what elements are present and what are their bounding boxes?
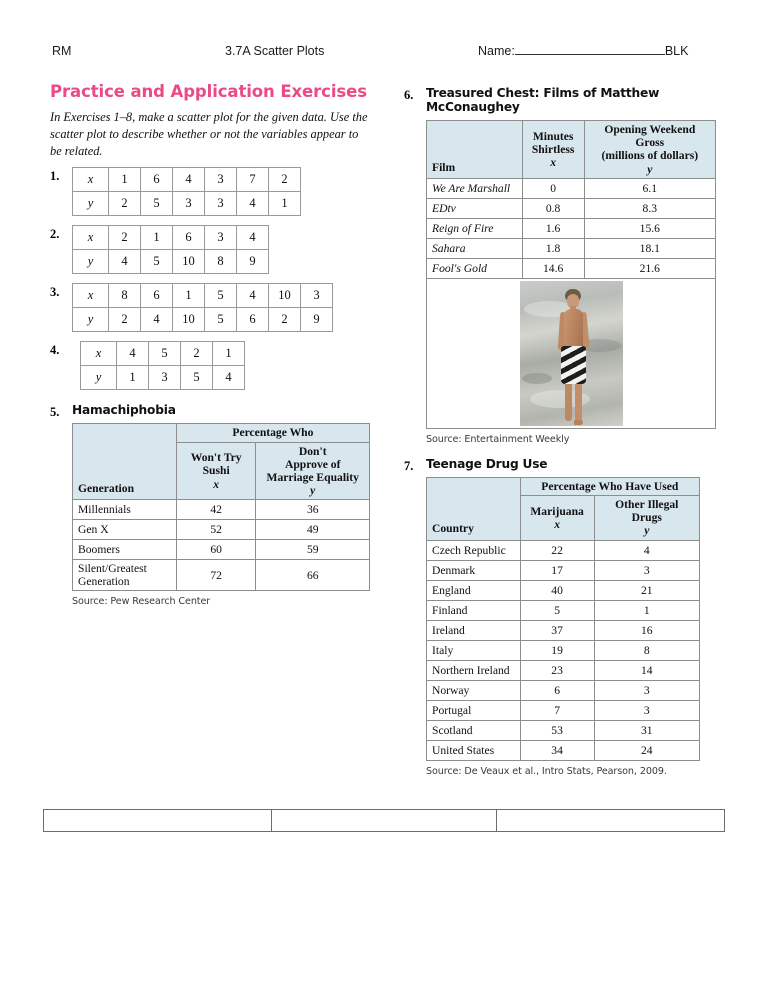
x-value: 42 [176,500,256,520]
x-value: 6 [520,680,594,700]
exercise-number: 5. [50,405,60,420]
header-variable-x: x [213,477,220,491]
torso [564,309,583,349]
table-row [427,540,700,560]
foot [574,420,583,425]
block-label: BLK [664,44,689,58]
country-name: Italy [427,640,521,660]
striped-swim-shorts [561,346,586,384]
x-value: 4 [237,284,269,308]
exercise-number: 3. [50,285,60,300]
right-leg [575,381,582,423]
table-row [81,366,245,390]
y-value: 3 [205,192,237,216]
y-value: 2 [269,308,301,332]
y-value: 4 [594,540,699,560]
table-row [73,308,333,332]
table-row [427,680,700,700]
header-variable-y: y [310,484,316,498]
y-value: 16 [594,620,699,640]
y-value: 1 [594,600,699,620]
country-name: Ireland [427,620,521,640]
y-value: 66 [256,560,370,591]
man-walking-on-beach-photo [520,281,623,426]
y-value: 14 [594,660,699,680]
y-label: y [73,250,109,274]
header-line-1: Don't [298,444,327,458]
y-value: 3 [594,680,699,700]
y-value: 21 [594,580,699,600]
table-header-row [73,424,370,442]
country-name: Scotland [427,720,521,740]
exercise-2-table [72,225,269,274]
table-header-row [427,121,716,179]
x-value: 1 [109,168,141,192]
y-label: y [73,192,109,216]
column-group-header: Percentage Who [176,424,369,442]
x-value: 4 [117,342,149,366]
exercise-6-title: Treasured Chest: Films of Matthew McConaughey [426,86,660,114]
table-row [427,660,700,680]
generation-name: Silent/Greatest Generation [73,560,177,591]
x-value: 1 [141,226,173,250]
y-value: 4 [213,366,245,390]
table-row [73,540,370,560]
y-value: 31 [594,720,699,740]
y-value: 1 [269,192,301,216]
x-value: 1.8 [522,238,584,258]
exercise-7 [404,457,720,777]
y-value: 24 [594,740,699,760]
x-value: 1.6 [522,218,584,238]
generation-name: Millennials [73,500,177,520]
y-value: 9 [301,308,333,332]
exercise-number: 4. [50,343,60,358]
y-value: 15.6 [584,218,715,238]
x-value: 14.6 [522,258,584,278]
x-value: 3 [301,284,333,308]
x-value: 6 [173,226,205,250]
generation-name: Gen X [73,520,177,540]
header-variable-x: x [550,156,557,169]
exercise-3-table [72,283,333,332]
table-row [427,238,716,258]
exercise-number: 6. [404,88,414,102]
y-value: 8 [205,250,237,274]
y-value: 8 [594,640,699,660]
x-value: 2 [269,168,301,192]
table-row [73,284,333,308]
exercise-number: 1. [50,169,60,184]
y-value: 6 [237,308,269,332]
country-name: Portugal [427,700,521,720]
x-label: x [73,168,109,192]
y-value: 5 [141,250,173,274]
header-line-2: Sushi [202,464,230,478]
y-value: 5 [181,366,213,390]
sand-texture [522,373,552,384]
exercise-1 [50,167,380,216]
y-value: 5 [141,192,173,216]
header-variable-x: x [554,517,560,531]
header-variable-y: y [647,162,653,176]
table-row [73,168,301,192]
x-value: 22 [520,540,594,560]
x-value: 40 [520,580,594,600]
blank-cell-3[interactable] [497,810,725,832]
table-header-row [427,477,700,495]
y-value: 6.1 [584,178,715,198]
column-header-other-illegal-drugs [594,496,699,541]
film-name: We Are Marshall [427,178,523,198]
x-value: 60 [176,540,256,560]
y-value: 4 [109,250,141,274]
table-row [44,810,725,832]
y-value: 3 [149,366,181,390]
y-label: y [81,366,117,390]
instructions-text: In Exercises 1–8, make a scatter plot for the given data. Use the scatter plot to describe whether or not the variables appear to be related. [50,109,368,158]
bottom-blank-table [43,809,725,832]
column-header-marijuana [520,496,594,541]
table-row [427,580,700,600]
film-name: Reign of Fire [427,218,523,238]
x-value: 8 [109,284,141,308]
header-line-1: Marijuana [530,504,584,518]
exercise-6-source: Source: Entertainment Weekly [426,433,570,445]
left-column [50,82,380,616]
country-name: Norway [427,680,521,700]
page-header [0,44,768,66]
table-row [73,250,269,274]
exercise-7-title: Teenage Drug Use [426,456,548,471]
blank-cell-2[interactable] [271,810,497,832]
country-name: Czech Republic [427,540,521,560]
exercise-3 [50,283,380,332]
y-value: 3 [594,560,699,580]
generation-name: Boomers [73,540,177,560]
y-value: 1 [117,366,149,390]
table-row [73,500,370,520]
y-value: 10 [173,308,205,332]
column-header-country: Country [427,477,521,540]
column-header-wont-try-sushi [176,442,256,500]
x-value: 6 [141,284,173,308]
x-value: 7 [237,168,269,192]
table-row [427,258,716,278]
x-value: 3 [205,168,237,192]
table-row [81,342,245,366]
y-value: 8.3 [584,198,715,218]
header-line-2: Shirtless [531,142,575,156]
section-heading: Practice and Application Exercises [50,82,367,101]
x-value: 19 [520,640,594,660]
exercise-4 [50,341,380,390]
table-row [427,600,700,620]
header-line-2: (millions of dollars) [601,149,699,163]
film-name: Fool's Gold [427,258,523,278]
column-header-minutes-shirtless [522,121,584,179]
name-write-line[interactable] [515,44,665,55]
country-name: Finland [427,600,521,620]
column-header-dont-approve [256,442,370,500]
y-value: 59 [256,540,370,560]
y-value: 10 [173,250,205,274]
table-row [427,560,700,580]
exercise-7-source: Source: De Veaux et al., Intro Stats, Pearson, 2009. [426,765,667,777]
y-value: 2 [109,192,141,216]
exercise-number: 7. [404,458,414,473]
table-row [427,218,716,238]
page-title: 3.7A Scatter Plots [225,44,325,58]
x-label: x [73,226,109,250]
x-label: x [73,284,109,308]
x-value: 52 [176,520,256,540]
table-row [427,720,700,740]
exercise-2 [50,225,380,274]
table-row [73,192,301,216]
x-value: 34 [520,740,594,760]
y-value: 5 [205,308,237,332]
table-row [427,700,700,720]
header-line-1: Opening Weekend Gross [604,123,696,150]
x-value: 53 [520,720,594,740]
x-value: 5 [149,342,181,366]
exercise-5 [50,403,380,607]
header-line-1: Won't Try [190,451,242,465]
y-value: 9 [237,250,269,274]
x-value: 2 [109,226,141,250]
x-value: 6 [141,168,173,192]
y-value: 3 [594,700,699,720]
name-block-field [478,44,688,58]
header-line-2: Approve of [284,457,341,471]
x-value: 1 [173,284,205,308]
left-leg [565,381,572,421]
x-value: 17 [520,560,594,580]
country-name: Northern Ireland [427,660,521,680]
blank-cell-1[interactable] [44,810,272,832]
x-value: 5 [205,284,237,308]
x-value: 1 [213,342,245,366]
person-figure [556,289,592,426]
header-left-label: RM [52,44,72,58]
column-header-film: Film [427,121,523,179]
x-value: 0 [522,178,584,198]
table-row [73,226,269,250]
x-value: 5 [520,600,594,620]
y-value: 4 [141,308,173,332]
exercise-5-title: Hamachiphobia [72,403,176,418]
x-label: x [81,342,117,366]
x-value: 23 [520,660,594,680]
film-name: EDtv [427,198,523,218]
table-row [427,740,700,760]
country-name: Denmark [427,560,521,580]
name-label: Name: [478,44,515,58]
y-value: 4 [237,192,269,216]
table-row [427,640,700,660]
y-value: 18.1 [584,238,715,258]
header-line-3: Marriage Equality [266,470,359,484]
exercise-5-source: Source: Pew Research Center [72,596,211,608]
teenage-drug-use-table [426,477,700,761]
country-name: England [427,580,521,600]
x-value: 2 [181,342,213,366]
right-column [404,82,720,786]
x-value: 4 [237,226,269,250]
y-value: 3 [173,192,205,216]
x-value: 37 [520,620,594,640]
exercise-6 [404,86,720,445]
column-header-opening-weekend-gross [584,121,715,179]
y-value: 2 [109,308,141,332]
header-line-1: Other Illegal Drugs [615,498,679,525]
x-value: 7 [520,700,594,720]
film-name: Sahara [427,238,523,258]
x-value: 4 [173,168,205,192]
y-value: 36 [256,500,370,520]
hamachiphobia-table [72,423,370,591]
exercise-number: 2. [50,227,60,242]
table-row [427,178,716,198]
exercise-1-table [72,167,301,216]
photo-frame [426,279,716,429]
table-row [73,560,370,591]
country-name: United States [427,740,521,760]
x-value: 72 [176,560,256,591]
table-row [427,620,700,640]
y-value: 49 [256,520,370,540]
table-row [73,520,370,540]
column-header-generation: Generation [73,424,177,500]
table-row [427,198,716,218]
x-value: 10 [269,284,301,308]
mcconaughey-films-table [426,120,716,279]
header-line-1: Minutes [532,129,574,143]
exercise-4-table [80,341,245,390]
y-label: y [73,308,109,332]
x-value: 3 [205,226,237,250]
header-variable-y: y [644,524,650,538]
y-value: 21.6 [584,258,715,278]
x-value: 0.8 [522,198,584,218]
column-group-header: Percentage Who Have Used [520,477,699,495]
